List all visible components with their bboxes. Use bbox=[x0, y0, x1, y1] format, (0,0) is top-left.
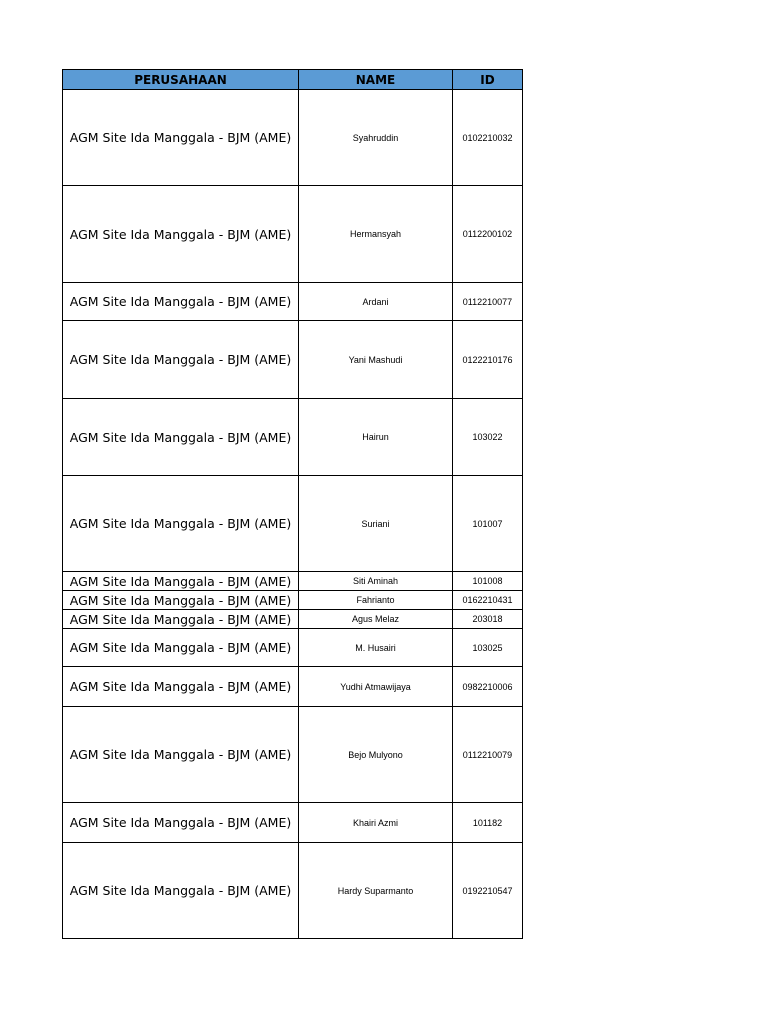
table-row bbox=[63, 399, 523, 476]
id-cell: 103022 bbox=[453, 399, 523, 476]
company-cell: AGM Site Ida Manggala - BJM (AME) bbox=[63, 186, 299, 283]
name-cell: Siti Aminah bbox=[299, 572, 453, 591]
company-cell: AGM Site Ida Manggala - BJM (AME) bbox=[63, 399, 299, 476]
employee-table bbox=[62, 69, 523, 939]
spreadsheet-table-container bbox=[62, 69, 523, 939]
name-cell: Yudhi Atmawijaya bbox=[299, 667, 453, 707]
company-cell: AGM Site Ida Manggala - BJM (AME) bbox=[63, 283, 299, 321]
name-cell: Khairi Azmi bbox=[299, 803, 453, 843]
id-cell: 0102210032 bbox=[453, 90, 523, 186]
company-cell: AGM Site Ida Manggala - BJM (AME) bbox=[63, 843, 299, 939]
company-cell: AGM Site Ida Manggala - BJM (AME) bbox=[63, 476, 299, 572]
id-cell: 101007 bbox=[453, 476, 523, 572]
id-cell: 0112210079 bbox=[453, 707, 523, 803]
id-cell: 0192210547 bbox=[453, 843, 523, 939]
id-cell: 0112210077 bbox=[453, 283, 523, 321]
table-row bbox=[63, 610, 523, 629]
header-name: NAME bbox=[299, 70, 453, 90]
name-cell: Yani Mashudi bbox=[299, 321, 453, 399]
table-row bbox=[63, 843, 523, 939]
name-cell: Bejo Mulyono bbox=[299, 707, 453, 803]
name-cell: Hardy Suparmanto bbox=[299, 843, 453, 939]
table-row bbox=[63, 707, 523, 803]
id-cell: 203018 bbox=[453, 610, 523, 629]
id-cell: 103025 bbox=[453, 629, 523, 667]
id-cell: 0162210431 bbox=[453, 591, 523, 610]
name-cell: Hermansyah bbox=[299, 186, 453, 283]
table-row bbox=[63, 476, 523, 572]
company-cell: AGM Site Ida Manggala - BJM (AME) bbox=[63, 629, 299, 667]
table-row bbox=[63, 321, 523, 399]
id-cell: 0112200102 bbox=[453, 186, 523, 283]
name-cell: Ardani bbox=[299, 283, 453, 321]
id-cell: 101182 bbox=[453, 803, 523, 843]
table-row bbox=[63, 186, 523, 283]
table-header-row bbox=[63, 70, 523, 90]
company-cell: AGM Site Ida Manggala - BJM (AME) bbox=[63, 610, 299, 629]
header-id: ID bbox=[453, 70, 523, 90]
id-cell: 101008 bbox=[453, 572, 523, 591]
company-cell: AGM Site Ida Manggala - BJM (AME) bbox=[63, 803, 299, 843]
company-cell: AGM Site Ida Manggala - BJM (AME) bbox=[63, 707, 299, 803]
company-cell: AGM Site Ida Manggala - BJM (AME) bbox=[63, 572, 299, 591]
name-cell: Hairun bbox=[299, 399, 453, 476]
company-cell: AGM Site Ida Manggala - BJM (AME) bbox=[63, 667, 299, 707]
header-perusahaan: PERUSAHAAN bbox=[63, 70, 299, 90]
company-cell: AGM Site Ida Manggala - BJM (AME) bbox=[63, 591, 299, 610]
table-row bbox=[63, 283, 523, 321]
company-cell: AGM Site Ida Manggala - BJM (AME) bbox=[63, 90, 299, 186]
name-cell: Suriani bbox=[299, 476, 453, 572]
table-row bbox=[63, 591, 523, 610]
table-row bbox=[63, 90, 523, 186]
name-cell: M. Husairi bbox=[299, 629, 453, 667]
name-cell: Agus Melaz bbox=[299, 610, 453, 629]
table-row bbox=[63, 572, 523, 591]
table-row bbox=[63, 803, 523, 843]
id-cell: 0122210176 bbox=[453, 321, 523, 399]
table-row bbox=[63, 629, 523, 667]
table-row bbox=[63, 667, 523, 707]
company-cell: AGM Site Ida Manggala - BJM (AME) bbox=[63, 321, 299, 399]
name-cell: Syahruddin bbox=[299, 90, 453, 186]
name-cell: Fahrianto bbox=[299, 591, 453, 610]
id-cell: 0982210006 bbox=[453, 667, 523, 707]
